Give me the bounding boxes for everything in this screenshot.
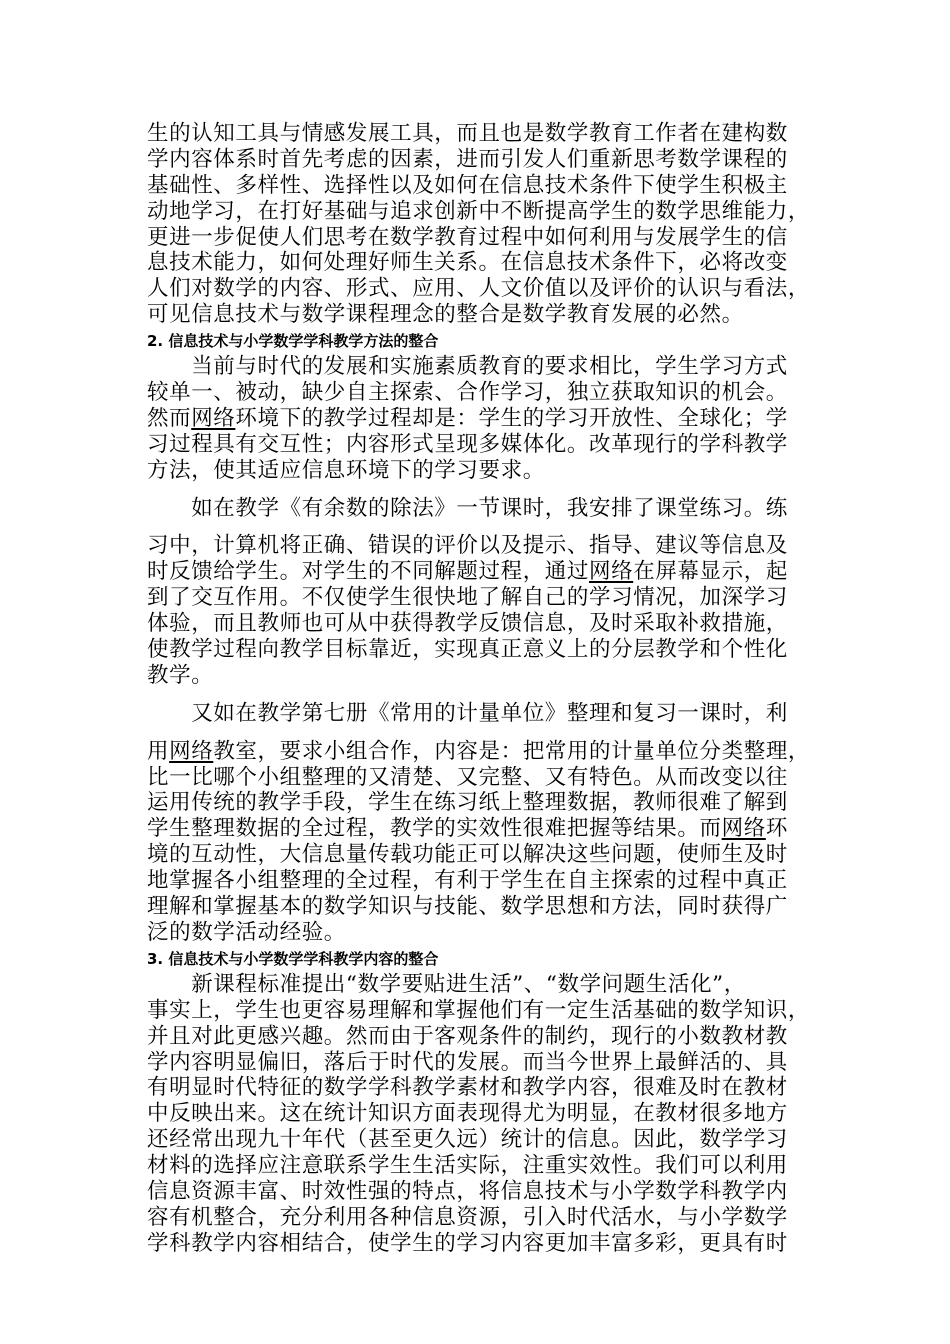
text-line: 使教学过程向教学目标靠近，实现真正意义上的分层教学和个性化 [147,637,788,663]
text-span: 用 [147,738,170,764]
text-line: 人们对数学的内容、形式、应用、人文价值以及评价的认识与看法， [147,276,811,302]
text-line: 比一比哪个小组整理的又清楚、又完整、又有特色。从而改变以往 [147,764,788,790]
section-heading-3: 3. 信息技术与小学数学学科教学内容的整合 [147,949,439,968]
paragraph-example-units [147,700,811,946]
text-line: 学科教学内容相结合，使学生的学习内容更加丰富多彩，更具有时 [147,1230,788,1256]
paragraph-teaching-method [147,354,807,483]
text-line: 地掌握各小组整理的全过程，有利于学生在自主探索的过程中真正 [147,868,788,894]
paragraph-teaching-content [147,971,811,1257]
text-line: 泛的数学活动经验。 [147,919,346,945]
text-line: 可见信息技术与数学课程理念的整合是数学教育发展的必然。 [147,302,744,328]
text-line: 当前与时代的发展和实施素质教育的要求相比，学生学习方式 [147,354,788,380]
text-line: 还经常出现九十年代（甚至更久远）统计的信息。因此，数学学习 [147,1127,788,1153]
text-line: 习中，计算机将正确、错误的评价以及提示、指导、建议等信息及 [147,533,788,559]
text-span: 环境下的教学过程却是：学生的学习开放性、全球化；学 [235,405,788,431]
text-span: 教室，要求小组合作，内容是：把常用的计量单位分类整理， [213,738,811,764]
text-line: 较单一、被动，缺少自主探索、合作学习，独立获取知识的机会。 [147,380,788,406]
text-line [147,738,811,765]
text-line [147,559,807,585]
text-span: 学生整理数据的全过程，教学的实效性很难把握等结果。而 [147,816,722,842]
text-line: 学内容体系时首先考虑的因素，进而引发人们重新思考数学课程的 [147,146,788,172]
text-line: 事实上，学生也更容易理解和掌握他们有一定生活基础的数学知识， [147,997,811,1023]
text-line: 中反映出来。这在统计知识方面表现得尤为明显，在教材很多地方 [147,1101,788,1127]
text-line: 习过程具有交互性；内容形式呈现多媒体化。改革现行的学科教学 [147,431,788,457]
text-line: 理解和掌握基本的数学知识与技能、数学思想和方法，同时获得广 [147,894,788,920]
text-line: 生的认知工具与情感发展工具，而且也是数学教育工作者在建构数 [147,121,788,146]
text-line: 息技术能力，如何处理好师生关系。在信息技术条件下，必将改变 [147,250,788,276]
text-span: 环 [765,816,788,842]
text-line: 材料的选择应注意联系学生生活实际，注重实效性。我们可以利用 [147,1153,788,1179]
text-line: 体验，而且教师也可从中获得教学反馈信息，及时采取补救措施， [147,611,788,637]
text-line: 方法，使其适应信息环境下的学习要求。 [147,457,545,483]
text-span: 时反馈给学生。对学生的不同解题过程，通过 [147,559,590,585]
text-line: 新课程标准提出“数学要贴进生活”、“数学问题生活化”， [147,971,746,997]
section-heading-2: 2. 信息技术与小学数学学科教学方法的整合 [147,332,439,351]
text-span: 然而 [147,405,192,431]
paragraph-example-division [147,496,807,689]
network-link[interactable]: 网络 [589,559,634,585]
text-line: 容有机整合，充分利用各种信息资源，引入时代活水，与小学数学 [147,1204,788,1230]
network-link[interactable]: 网络 [191,405,236,431]
text-line: 境的互动性，大信息量传载功能正可以解决这些问题，使师生及时 [147,842,788,868]
text-line: 并且对此更感兴趣。然而由于客观条件的制约，现行的小数教材教 [147,1023,788,1049]
text-line: 到了交互作用。不仅使学生很快地了解自己的学习情况，加深学习 [147,585,788,611]
paragraph-intro [147,121,811,328]
text-line: 运用传统的教学手段，学生在练习纸上整理数据，教师很难了解到 [147,790,788,816]
text-line: 有明显时代特征的数学学科教学素材和教学内容，很难及时在教材 [147,1075,788,1101]
text-line: 如在教学《有余数的除法》一节课时，我安排了课堂练习。练 [147,495,788,521]
text-line: 动地学习，在打好基础与追求创新中不断提高学生的数学思维能力， [147,198,811,224]
text-line: 教学。 [147,662,214,688]
document-page [147,121,811,1257]
network-link[interactable]: 网络 [721,816,766,842]
text-line [147,406,807,432]
text-line: 又如在教学第七册《常用的计量单位》整理和复习一课时，利 [147,700,788,726]
text-line: 信息资源丰富、时效性强的特点，将信息技术与小学数学科教学内 [147,1178,788,1204]
text-line [147,816,807,842]
text-line: 更进一步促使人们思考在数学教育过程中如何利用与发展学生的信 [147,224,788,250]
text-line: 基础性、多样性、选择性以及如何在信息技术条件下使学生积极主 [147,172,788,198]
network-link[interactable]: 网络 [169,738,214,764]
text-span: 在屏幕显示，起 [633,559,788,585]
text-line: 学内容明显偏旧，落后于时代的发展。而当今世界上最鲜活的、具 [147,1049,788,1075]
